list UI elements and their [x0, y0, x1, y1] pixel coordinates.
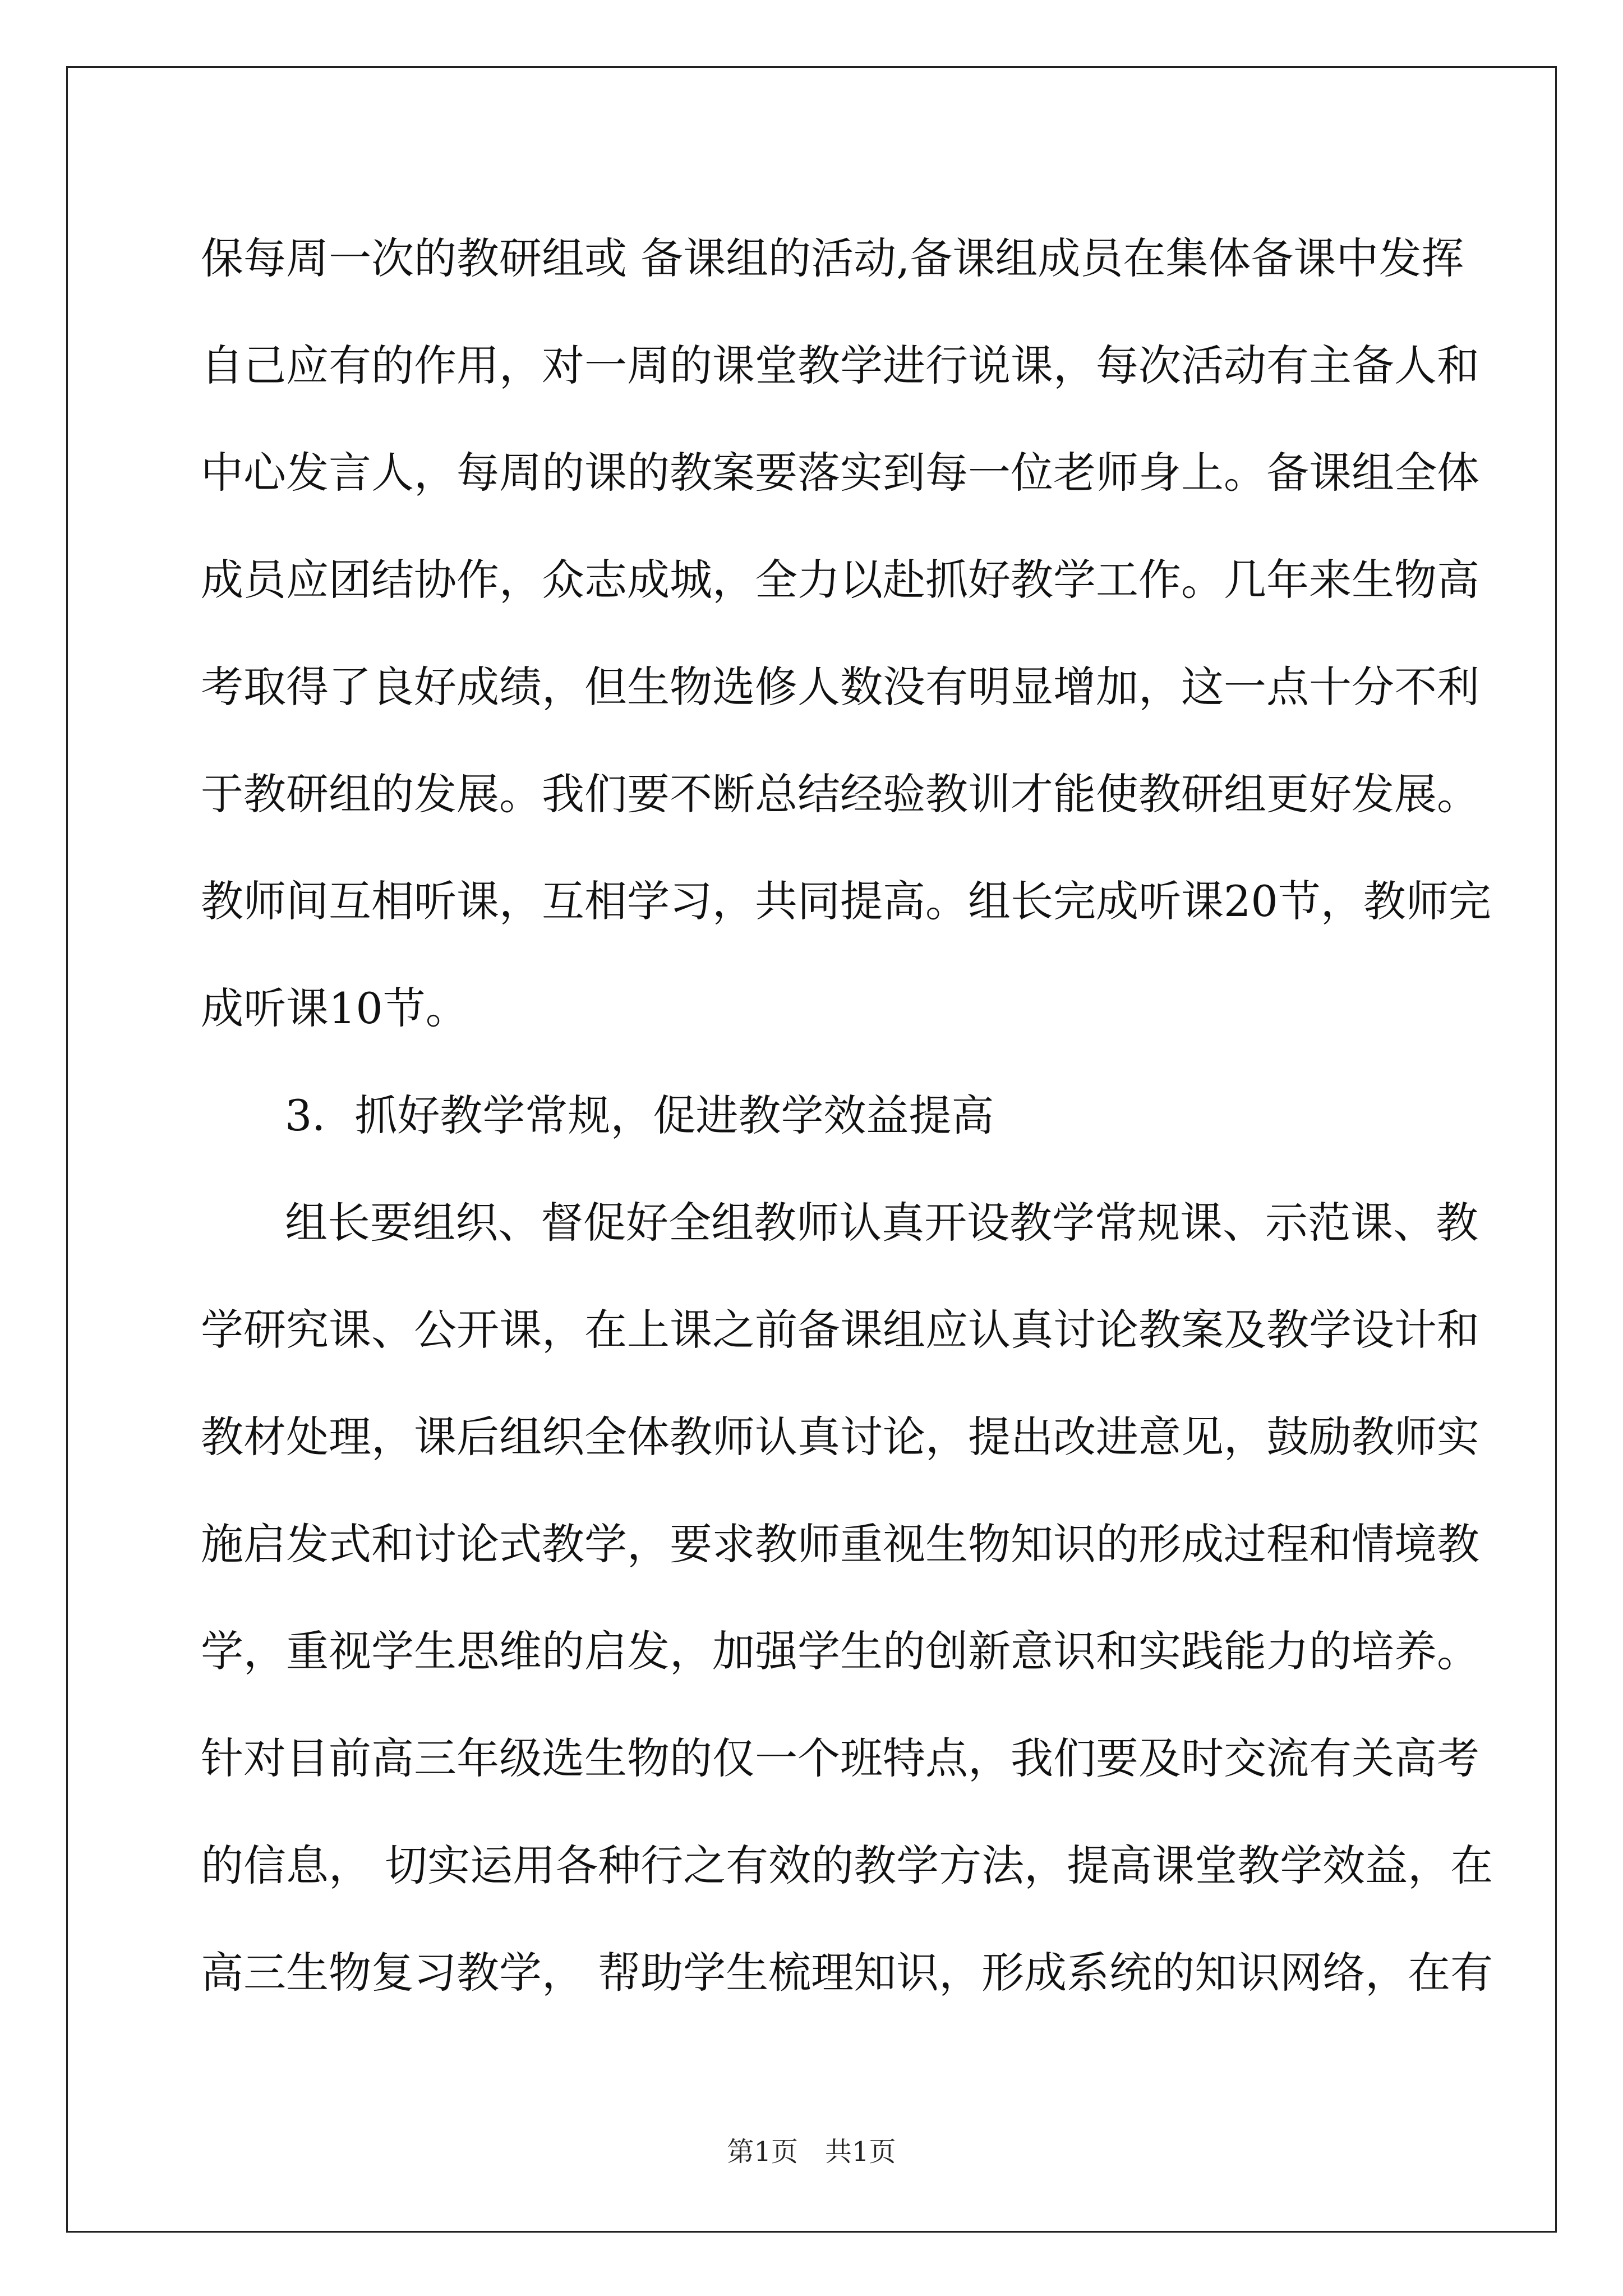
- text-line: 教材处理，课后组织全体教师认真讨论，提出改进意见，鼓励教师实: [201, 1412, 1479, 1462]
- text-line: 中心发言人，每周的课的教案要落实到每一位老师身上。备课组全体: [201, 448, 1479, 498]
- text-line: 针对目前高三年级选生物的仅一个班特点，我们要及时交流有关高考: [201, 1733, 1479, 1783]
- document-body: [201, 205, 1493, 2026]
- page-footer: 第1页 共1页: [727, 2136, 896, 2168]
- text-line: 成员应团结协作，众志成城，全力以赴抓好教学工作。几年来生物高: [201, 555, 1479, 605]
- text-line: 的信息， 切实运用各种行之有效的教学方法，提高课堂教学效益，在: [201, 1841, 1493, 1890]
- text-line: 考取得了良好成绩，但生物选修人数没有明显增加，这一点十分不利: [201, 662, 1479, 712]
- text-line: 教师间互相听课，互相学习，共同提高。组长完成听课20节，教师完: [201, 876, 1491, 926]
- text-line: 组长要组织、督促好全组教师认真开设教学常规课、示范课、教: [285, 1198, 1478, 1248]
- text-line: 成听课10节。: [201, 983, 468, 1033]
- section-heading: 3．抓好教学常规，促进教学效益提高: [285, 1091, 994, 1140]
- text-line: 施启发式和讨论式教学，要求教师重视生物知识的形成过程和情境教: [201, 1519, 1479, 1569]
- text-line: 保每周一次的教研组或 备课组的活动,备课组成员在集体备课中发挥: [201, 233, 1464, 283]
- text-line: 学，重视学生思维的启发，加强学生的创新意识和实践能力的培养。: [201, 1626, 1479, 1676]
- text-line: 学研究课、公开课，在上课之前备课组应认真讨论教案及教学设计和: [201, 1305, 1479, 1355]
- text-line: 自己应有的作用，对一周的课堂教学进行说课，每次活动有主备人和: [201, 341, 1479, 390]
- text-line: 于教研组的发展。我们要不断总结经验教训才能使教研组更好发展。: [201, 769, 1479, 819]
- text-line: 高三生物复习教学， 帮助学生梳理知识，形成系统的知识网络，在有: [201, 1948, 1493, 1998]
